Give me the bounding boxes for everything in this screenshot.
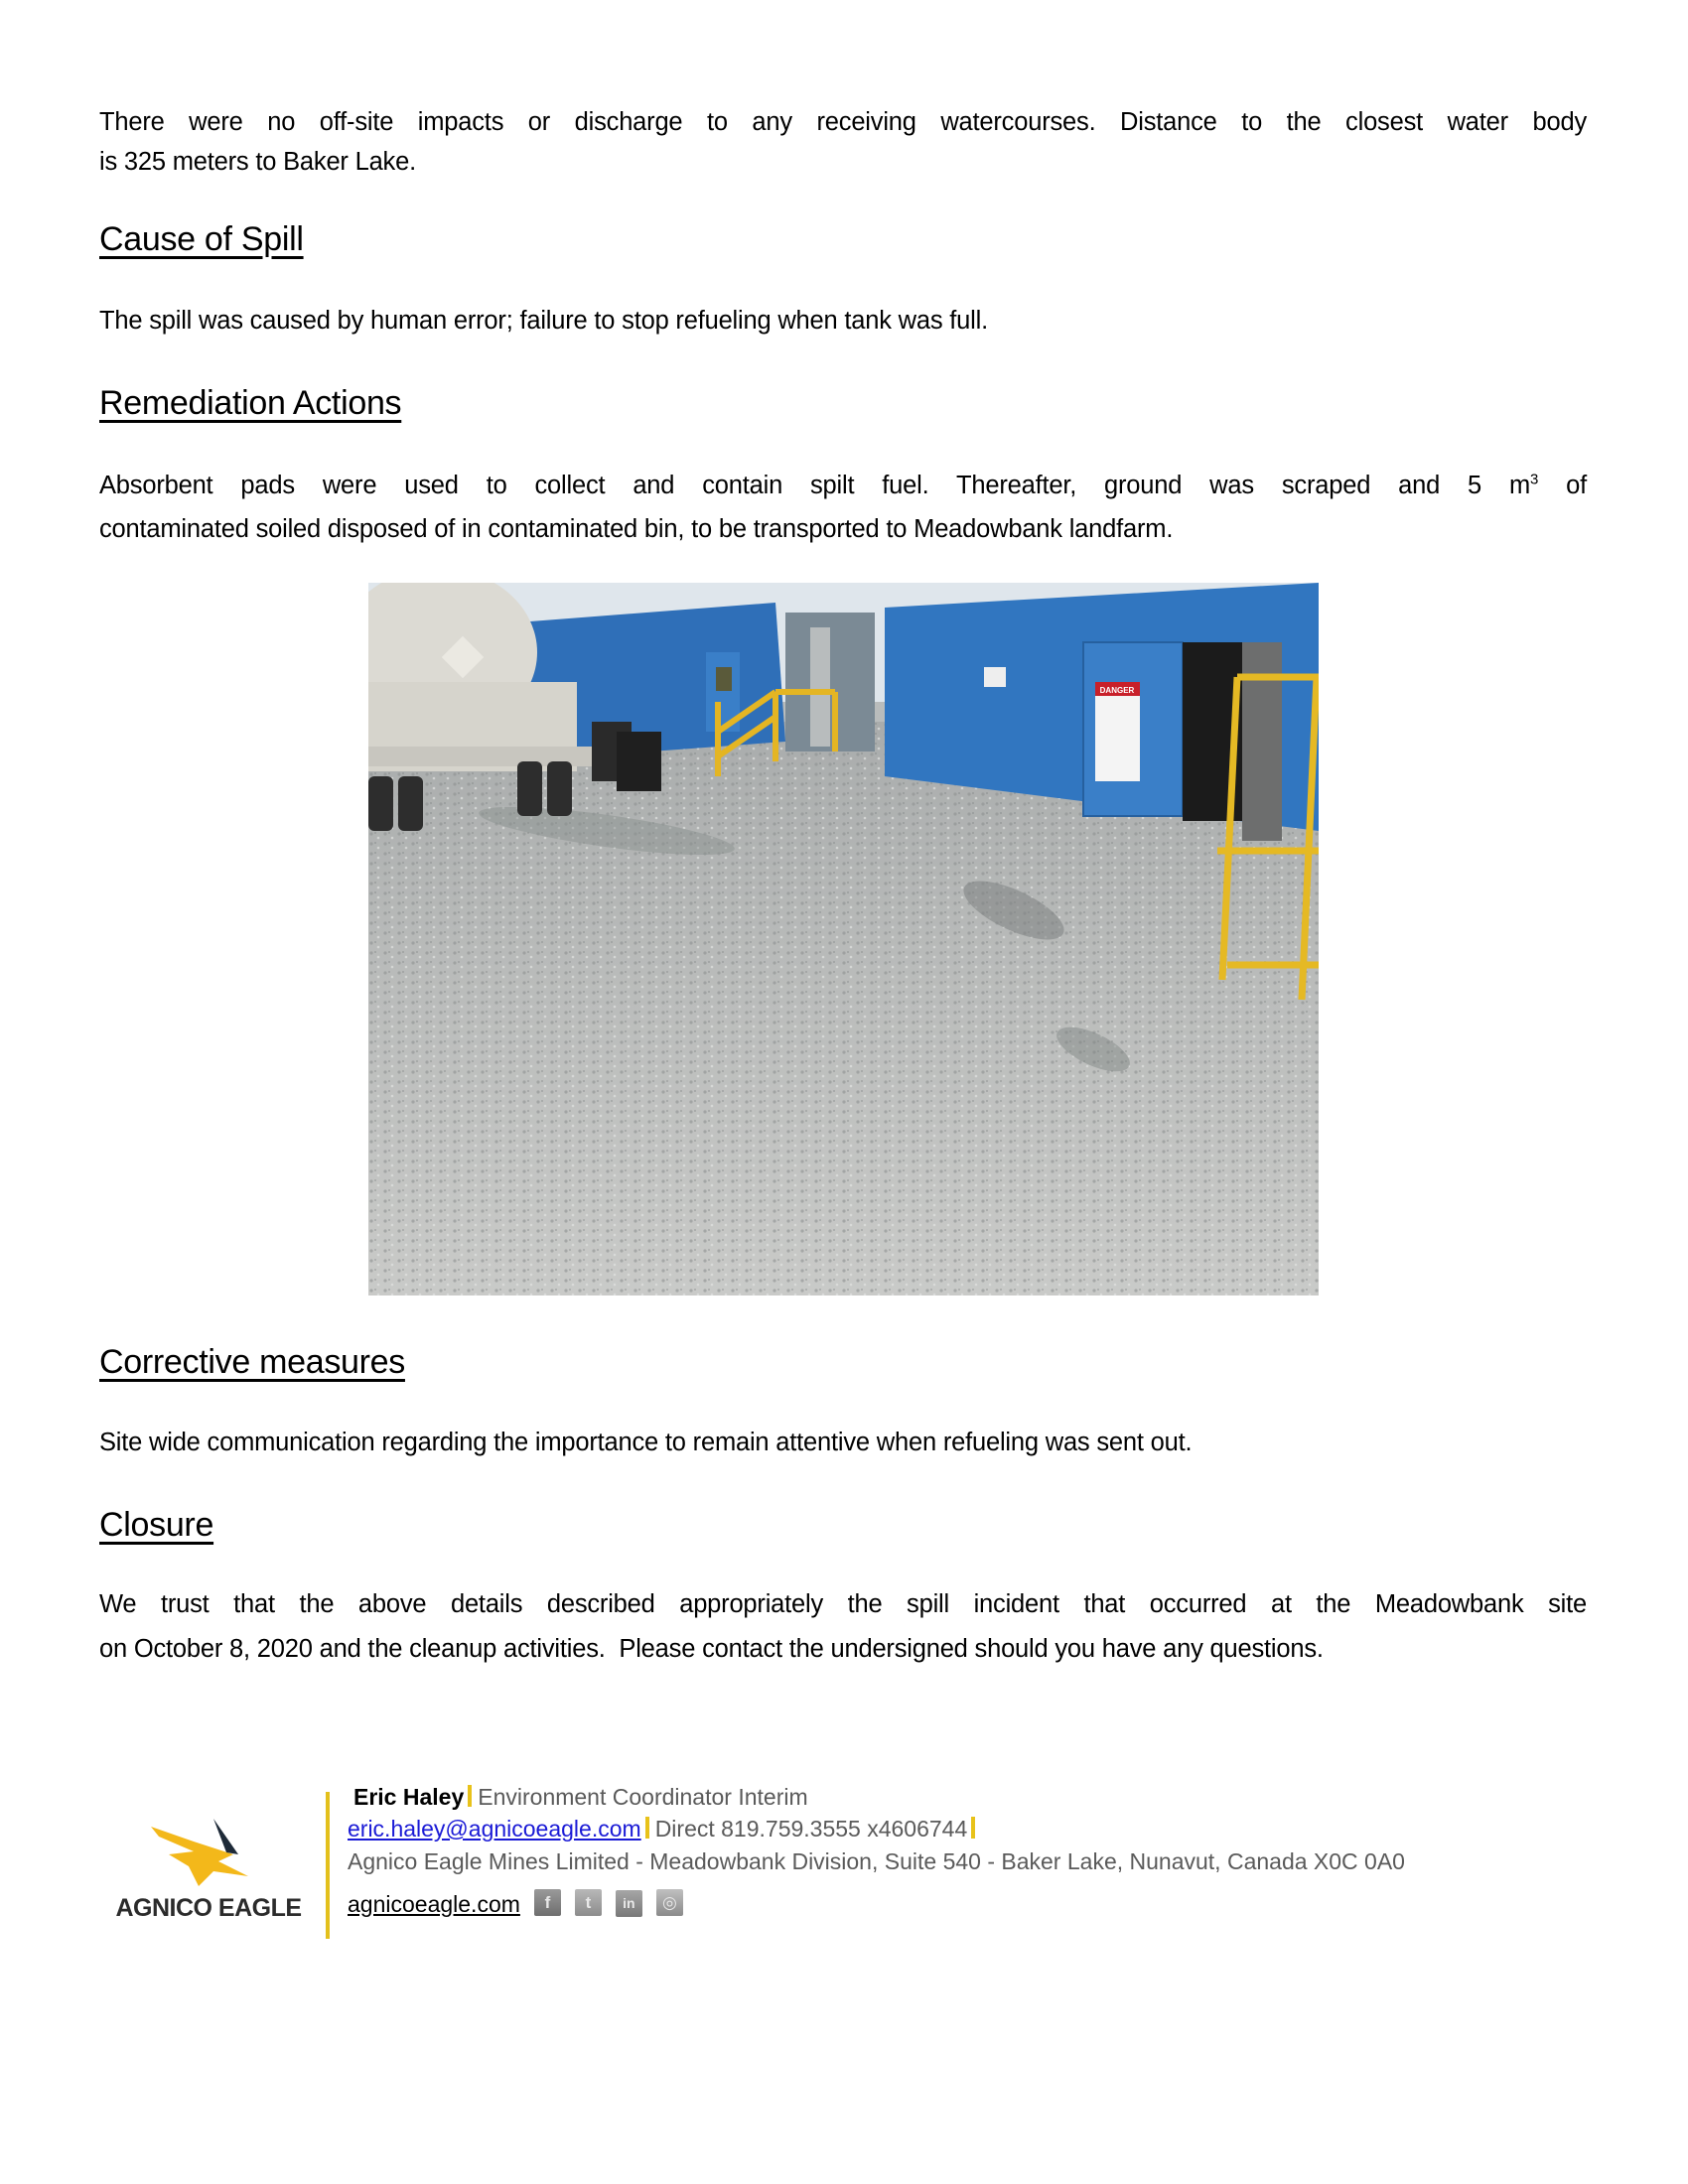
instagram-icon[interactable]: ◎ xyxy=(656,1889,683,1916)
logo-text: AGNICO EAGLE xyxy=(115,1894,302,1922)
impacts-line-2: is 325 meters to Baker Lake. xyxy=(99,148,416,176)
separator-bar xyxy=(468,1785,472,1807)
linkedin-icon[interactable]: in xyxy=(616,1890,642,1917)
eagle-icon xyxy=(99,1807,318,1896)
signature-divider xyxy=(326,1792,330,1939)
corrective-text: Site wide communication regarding the importance to remain attentive when refueling was sent out. xyxy=(99,1429,1193,1456)
separator-bar xyxy=(645,1817,649,1839)
danger-sign-text: DANGER xyxy=(1099,686,1135,695)
site-photo-illustration xyxy=(368,583,1319,1296)
agnico-eagle-logo xyxy=(99,1807,318,1936)
signature-contact-line xyxy=(348,1815,981,1843)
closure-line-2: on October 8, 2020 and the cleanup activities. Please contact the undersigned should you have any questions. xyxy=(99,1635,1324,1663)
closure-line-1: We trust that the above details described appropriately the spill incident that occurred at the Meadowbank site xyxy=(99,1590,1587,1618)
heading-remediation-actions: Remediation Actions xyxy=(99,384,402,422)
signature-title: Environment Coordinator Interim xyxy=(478,1784,808,1810)
twitter-icon[interactable]: t xyxy=(575,1889,602,1916)
heading-closure: Closure xyxy=(99,1506,214,1544)
signature-web-line xyxy=(348,1889,683,1918)
remediation-line-1-text: Absorbent pads were used to collect and contain spilt fuel. Thereafter, ground was scraped and 5 m xyxy=(99,472,1531,499)
heading-cause-of-spill: Cause of Spill xyxy=(99,220,304,258)
danger-sign xyxy=(1095,682,1140,781)
signature-name: Eric Haley xyxy=(353,1784,465,1810)
facebook-icon[interactable]: f xyxy=(534,1889,561,1916)
separator-bar xyxy=(971,1817,975,1839)
website-link[interactable]: agnicoeagle.com xyxy=(348,1891,520,1917)
cause-text: The spill was caused by human error; failure to stop refueling when tank was full. xyxy=(99,307,988,335)
site-photo xyxy=(368,583,1319,1296)
remediation-line-1-end: of xyxy=(1538,472,1587,499)
phone-number: Direct 819.759.3555 x4606744 xyxy=(654,1816,968,1842)
superscript-3: 3 xyxy=(1530,471,1539,488)
remediation-line-1 xyxy=(99,470,1587,501)
email-link[interactable]: eric.haley@agnicoeagle.com xyxy=(348,1816,641,1842)
heading-corrective-measures: Corrective measures xyxy=(99,1343,405,1381)
remediation-line-2: contaminated soiled disposed of in contaminated bin, to be transported to Meadowbank landfarm. xyxy=(99,515,1174,543)
signature-address: Agnico Eagle Mines Limited - Meadowbank Division, Suite 540 - Baker Lake, Nunavut, Canada X0C 0A0 xyxy=(348,1848,1405,1874)
impacts-line-1: There were no off-site impacts or discharge to any receiving watercourses. Distance to the closest water body xyxy=(99,108,1587,136)
signature-name-line xyxy=(348,1783,808,1811)
